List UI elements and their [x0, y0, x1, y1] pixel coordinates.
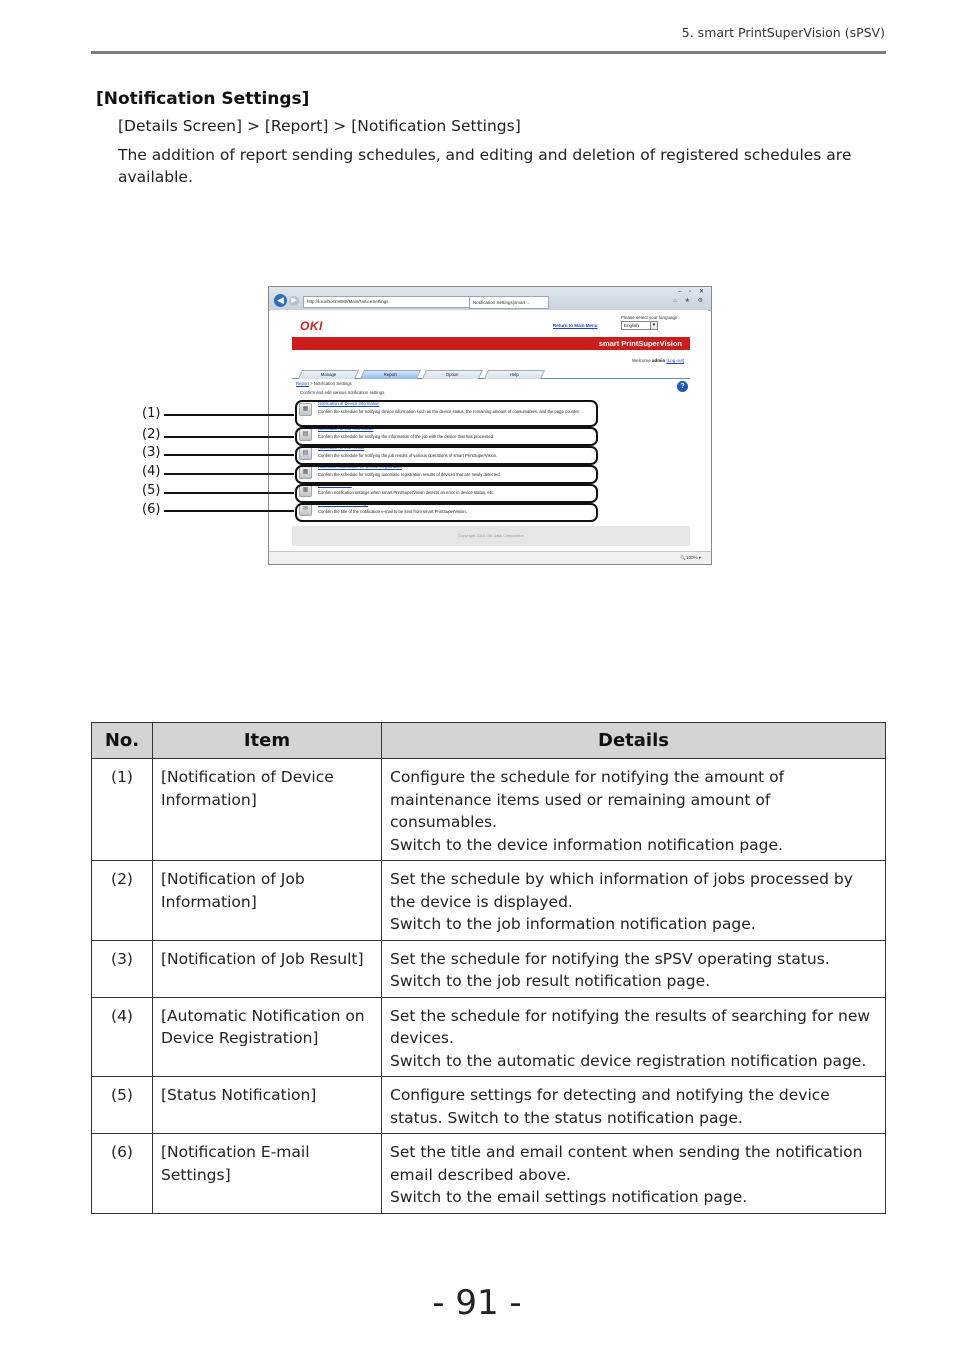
details-line: Set the schedule for notifying the results of searching for new devices.	[390, 1006, 871, 1047]
highlight-oval-3	[295, 446, 598, 465]
row-details	[382, 759, 886, 861]
table-row	[92, 940, 886, 997]
browser-titlebar	[269, 287, 711, 311]
browser-toolbar-icons[interactable]: ⌂ ★ ⚙	[673, 298, 706, 304]
highlight-oval-4	[295, 465, 598, 484]
table-row	[92, 1077, 886, 1134]
callout-label: (5)	[142, 483, 161, 498]
welcome-line	[632, 358, 684, 363]
details-line: Set the schedule for notifying the sPSV operating status.	[390, 949, 830, 968]
device-info-icon: ▦	[299, 403, 312, 416]
notification-job-info-link[interactable]: Notification of Job Information	[318, 426, 374, 431]
highlight-oval-1	[295, 400, 598, 427]
notification-item-description: Confirm the schedule for notifying the job results of various operations of smart PrintSuperVision.	[318, 453, 498, 458]
tab-report[interactable]	[360, 370, 421, 379]
callout-label: (6)	[142, 502, 161, 517]
row-item: [Notification E-mail Settings]	[153, 1134, 382, 1214]
highlight-oval-5	[295, 484, 598, 503]
column-header-no: No.	[92, 723, 153, 759]
breadcrumb-current: > Notification Settings	[308, 381, 352, 386]
row-number: (2)	[92, 861, 153, 941]
breadcrumb-report-link[interactable]: Report	[296, 381, 309, 386]
tab-help-label: Help	[509, 372, 519, 377]
tab-option-label: Option	[445, 372, 459, 377]
navigation-path: [Details Screen] > [Report] > [Notification Settings]	[118, 117, 521, 135]
chapter-header: 5. smart PrintSuperVision (sPSV)	[681, 25, 885, 40]
notification-device-info-link[interactable]: Notification of Device Information	[318, 401, 380, 406]
notification-item-description: Confirm the schedule for notifying device information such as the device status, the remaining amount of consumables, and the page counter.	[318, 409, 580, 414]
row-details	[382, 997, 886, 1077]
details-line: Configure the schedule for notifying the amount of maintenance items used or remaining amount of consumables.	[390, 768, 785, 831]
details-line: Switch to the device information notification page.	[390, 835, 783, 854]
job-info-icon: ▤	[299, 428, 312, 441]
language-select[interactable]: English ▾	[621, 321, 651, 330]
row-number: (6)	[92, 1134, 153, 1214]
row-number: (3)	[92, 940, 153, 997]
table-row	[92, 759, 886, 861]
forward-arrow-icon[interactable]: ▶	[289, 296, 299, 306]
details-table	[91, 722, 886, 1214]
tab-manage[interactable]	[298, 370, 359, 379]
notification-item-description: Confirm the schedule for notifying automatic registration results of devices that are newly detected.	[318, 472, 501, 477]
language-label: Please select your language:	[621, 315, 679, 320]
status-notification-link[interactable]: Status Notification	[318, 482, 352, 487]
callout-line	[164, 492, 294, 494]
details-line: Set the title and email content when sending the notification email described above.	[390, 1143, 863, 1184]
highlight-oval-2	[295, 427, 598, 446]
browser-content	[270, 310, 708, 550]
address-bar[interactable]: http://localhost:9080/Main/NoticeSettings	[303, 296, 470, 308]
table-row	[92, 1134, 886, 1214]
callout-line	[164, 510, 294, 512]
tab-help[interactable]	[484, 370, 545, 379]
details-line: Set the schedule by which information of jobs processed by the device is displayed.	[390, 870, 853, 911]
section-description: The addition of report sending schedules, and editing and deletion of registered schedules are available.	[118, 146, 852, 186]
app-title-bar: smart PrintSuperVision	[292, 337, 690, 350]
column-header-item: Item	[153, 723, 382, 759]
return-to-main-menu-link[interactable]: Return to Main Menu	[553, 323, 598, 328]
welcome-prefix: Welcome	[632, 358, 651, 363]
notification-item-description: Confirm the title of the notification e-mail to be sent from smart PrintSuperVision.	[318, 509, 467, 514]
row-item: [Automatic Notification on Device Registration]	[153, 997, 382, 1077]
details-line: Switch to the automatic device registration notification page.	[390, 1051, 867, 1070]
help-icon[interactable]: ?	[677, 381, 688, 392]
email-settings-link[interactable]: Notification E-mail Settings	[318, 501, 369, 506]
details-line: Configure settings for detecting and notifying the device status. Switch to the status notification page.	[390, 1086, 830, 1127]
row-item: [Notification of Device Information]	[153, 759, 382, 861]
page-subtitle: Confirm and edit various notification settings.	[300, 390, 386, 395]
row-item: [Status Notification]	[153, 1077, 382, 1134]
logout-link[interactable]: [Log out]	[666, 358, 684, 363]
callout-line	[164, 436, 294, 438]
callout-line	[164, 414, 294, 416]
callout-label: (3)	[142, 445, 161, 460]
highlight-oval-6	[295, 503, 598, 522]
browser-statusbar	[269, 551, 711, 564]
user-name: admin	[651, 358, 666, 363]
row-number: (5)	[92, 1077, 153, 1134]
row-details	[382, 1077, 886, 1134]
row-details	[382, 940, 886, 997]
window-controls[interactable]: – ▫ ✕	[678, 289, 707, 295]
table-row	[92, 997, 886, 1077]
callout-label: (2)	[142, 427, 161, 442]
automatic-notification-link[interactable]: Automatic Notification on Device Registration	[318, 464, 402, 469]
notification-item-description: Confirm the schedule for notifying the information of the job with the device that has processed.	[318, 434, 495, 439]
job-result-icon: ▤	[299, 447, 312, 460]
breadcrumb	[296, 381, 352, 386]
callout-label: (1)	[142, 406, 161, 421]
copyright-footer: Copyright 2014 Oki Data Corporation	[292, 526, 690, 546]
row-details	[382, 861, 886, 941]
row-item: [Notification of Job Information]	[153, 861, 382, 941]
callout-line	[164, 473, 294, 475]
details-line: Switch to the job result notification page.	[390, 972, 711, 990]
details-line: Switch to the email settings notification page.	[390, 1188, 748, 1206]
browser-tab[interactable]: Notification Settings|smart ...	[469, 296, 549, 309]
row-number: (1)	[92, 759, 153, 861]
callout-line	[164, 454, 294, 456]
table-header-row	[92, 723, 886, 759]
tab-report-label: Report	[383, 372, 397, 377]
tab-manage-label: Manage	[320, 372, 337, 377]
notification-item-description: Confirm notification settings when smart PrintSuperVision detects an error in device status, etc.	[318, 490, 495, 495]
browser-screenshot	[268, 286, 712, 565]
tab-option[interactable]	[422, 370, 483, 379]
page-number: - 91 -	[432, 1283, 522, 1323]
callout-label: (4)	[142, 464, 161, 479]
details-line: Switch to the job information notification page.	[390, 915, 756, 933]
zoom-level[interactable]: 🔍100% ▾	[680, 555, 701, 560]
oki-logo: OKI	[300, 319, 323, 333]
back-arrow-icon[interactable]: ◀	[274, 294, 287, 307]
row-item: [Notification of Job Result]	[153, 940, 382, 997]
notification-job-result-link[interactable]: Notification of Job Result	[318, 445, 365, 450]
row-number: (4)	[92, 997, 153, 1077]
section-title: [Notification Settings]	[96, 89, 310, 109]
table-row	[92, 861, 886, 941]
email-icon: ✉	[299, 503, 312, 516]
main-tabs	[292, 368, 690, 379]
device-registration-icon: ▦	[299, 466, 312, 479]
status-icon: ▦	[299, 484, 312, 497]
column-header-details: Details	[382, 723, 886, 759]
header-rule	[91, 51, 886, 54]
row-details	[382, 1134, 886, 1214]
